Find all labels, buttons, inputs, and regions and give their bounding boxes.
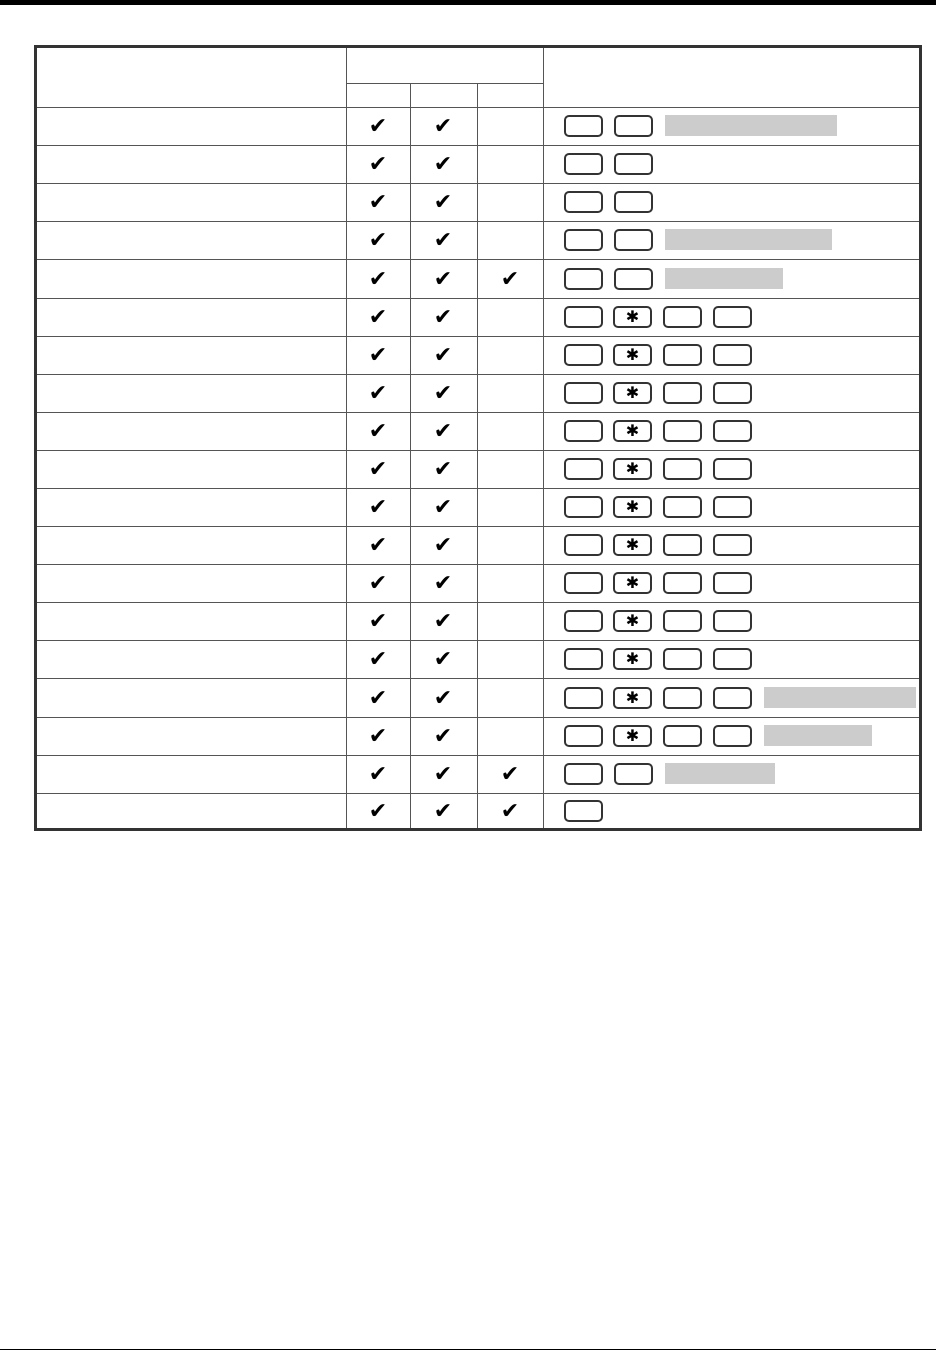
- star-key-icon: ✱: [613, 534, 652, 556]
- check-mark: ✔: [368, 532, 388, 557]
- row-divider: [37, 374, 919, 375]
- check-mark: ✔: [433, 342, 453, 367]
- shaded-field: [665, 268, 783, 289]
- blank-key-icon: [564, 344, 603, 366]
- blank-key-icon: [713, 344, 752, 366]
- check-mark: ✔: [433, 304, 453, 329]
- header-divider: [346, 83, 543, 84]
- row-divider: [37, 640, 919, 641]
- star-key-icon: ✱: [613, 344, 652, 366]
- check-mark: ✔: [368, 608, 388, 633]
- star-key-icon: ✱: [613, 382, 652, 404]
- check-mark: ✔: [368, 456, 388, 481]
- check-mark: ✔: [433, 113, 453, 138]
- star-key-icon: ✱: [613, 687, 652, 709]
- page-top-bar: [0, 0, 936, 5]
- check-mark: ✔: [368, 304, 388, 329]
- check-mark: ✔: [433, 380, 453, 405]
- blank-key-icon: [564, 420, 603, 442]
- check-mark: ✔: [500, 265, 520, 291]
- star-key-icon: ✱: [613, 725, 652, 747]
- check-mark: ✔: [433, 151, 453, 176]
- blank-key-icon: [663, 496, 702, 518]
- blank-key-icon: [663, 344, 702, 366]
- check-mark: ✔: [368, 797, 388, 823]
- check-mark: ✔: [433, 265, 453, 291]
- blank-key-icon: [713, 687, 752, 709]
- check-mark: ✔: [433, 684, 453, 710]
- star-key-icon: ✱: [613, 572, 652, 594]
- blank-key-icon: [564, 572, 603, 594]
- blank-key-icon: [564, 496, 603, 518]
- check-mark: ✔: [368, 494, 388, 519]
- blank-key-icon: [564, 763, 603, 785]
- blank-key-icon: [713, 610, 752, 632]
- shaded-field: [764, 687, 916, 708]
- blank-key-icon: [713, 306, 752, 328]
- row-divider: [37, 336, 919, 337]
- check-mark: ✔: [500, 761, 520, 786]
- check-mark: ✔: [433, 797, 453, 823]
- blank-key-icon: [713, 496, 752, 518]
- check-mark: ✔: [368, 342, 388, 367]
- blank-key-icon: [663, 687, 702, 709]
- blank-key-icon: [564, 306, 603, 328]
- check-mark: ✔: [433, 494, 453, 519]
- blank-key-icon: [713, 534, 752, 556]
- check-mark: ✔: [433, 608, 453, 633]
- row-divider: [37, 602, 919, 603]
- shaded-field: [665, 115, 837, 136]
- check-mark: ✔: [368, 189, 388, 214]
- blank-key-icon: [663, 382, 702, 404]
- blank-key-icon: [663, 725, 702, 747]
- row-divider: [37, 412, 919, 413]
- check-mark: ✔: [500, 797, 520, 823]
- blank-key-icon: [564, 534, 603, 556]
- blank-key-icon: [663, 610, 702, 632]
- blank-key-icon: [614, 229, 653, 251]
- check-mark: ✔: [433, 723, 453, 748]
- check-mark: ✔: [368, 380, 388, 405]
- check-mark: ✔: [433, 418, 453, 443]
- check-mark: ✔: [433, 532, 453, 557]
- blank-key-icon: [614, 268, 653, 290]
- blank-key-icon: [564, 610, 603, 632]
- row-divider: [37, 564, 919, 565]
- check-mark: ✔: [368, 418, 388, 443]
- blank-key-icon: [614, 763, 653, 785]
- check-mark: ✔: [368, 570, 388, 595]
- row-divider: [37, 450, 919, 451]
- blank-key-icon: [564, 229, 603, 251]
- page-bottom-rule: [0, 1349, 936, 1350]
- blank-key-icon: [713, 648, 752, 670]
- check-mark: ✔: [368, 265, 388, 291]
- check-mark: ✔: [368, 113, 388, 138]
- blank-key-icon: [663, 306, 702, 328]
- blank-key-icon: [564, 153, 603, 175]
- check-mark: ✔: [368, 151, 388, 176]
- row-divider: [37, 678, 919, 679]
- blank-key-icon: [713, 420, 752, 442]
- row-divider: [37, 183, 919, 184]
- blank-key-icon: [564, 687, 603, 709]
- blank-key-icon: [663, 648, 702, 670]
- shaded-field: [665, 229, 832, 250]
- row-divider: [37, 755, 919, 756]
- check-mark: ✔: [368, 723, 388, 748]
- shaded-field: [764, 725, 872, 746]
- star-key-icon: ✱: [613, 306, 652, 328]
- blank-key-icon: [614, 115, 653, 137]
- blank-key-icon: [663, 572, 702, 594]
- column-divider: [346, 48, 347, 828]
- blank-key-icon: [663, 534, 702, 556]
- row-divider: [37, 259, 919, 260]
- blank-key-icon: [614, 191, 653, 213]
- blank-key-icon: [614, 153, 653, 175]
- blank-key-icon: [564, 800, 603, 822]
- row-divider: [37, 221, 919, 222]
- blank-key-icon: [663, 458, 702, 480]
- star-key-icon: ✱: [613, 648, 652, 670]
- feature-table: [34, 45, 922, 831]
- row-divider: [37, 717, 919, 718]
- check-mark: ✔: [433, 456, 453, 481]
- row-divider: [37, 793, 919, 794]
- blank-key-icon: [713, 458, 752, 480]
- blank-key-icon: [564, 648, 603, 670]
- blank-key-icon: [564, 115, 603, 137]
- row-divider: [37, 488, 919, 489]
- blank-key-icon: [564, 725, 603, 747]
- row-divider: [37, 107, 919, 108]
- star-key-icon: ✱: [613, 458, 652, 480]
- check-mark: ✔: [433, 189, 453, 214]
- check-mark: ✔: [433, 227, 453, 252]
- star-key-icon: ✱: [613, 420, 652, 442]
- star-key-icon: ✱: [613, 496, 652, 518]
- blank-key-icon: [564, 382, 603, 404]
- check-mark: ✔: [433, 646, 453, 671]
- blank-key-icon: [564, 268, 603, 290]
- check-mark: ✔: [368, 227, 388, 252]
- blank-key-icon: [713, 725, 752, 747]
- row-divider: [37, 526, 919, 527]
- check-mark: ✔: [368, 646, 388, 671]
- blank-key-icon: [663, 420, 702, 442]
- row-divider: [37, 145, 919, 146]
- check-mark: ✔: [368, 684, 388, 710]
- star-key-icon: ✱: [613, 610, 652, 632]
- blank-key-icon: [713, 572, 752, 594]
- blank-key-icon: [564, 458, 603, 480]
- column-divider: [543, 48, 544, 828]
- check-mark: ✔: [433, 570, 453, 595]
- shaded-field: [665, 763, 775, 784]
- blank-key-icon: [564, 191, 603, 213]
- check-mark: ✔: [433, 761, 453, 786]
- blank-key-icon: [713, 382, 752, 404]
- row-divider: [37, 298, 919, 299]
- check-mark: ✔: [368, 761, 388, 786]
